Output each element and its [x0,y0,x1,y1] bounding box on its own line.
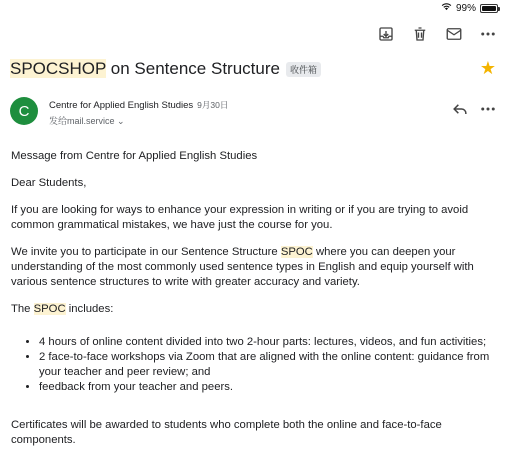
list-item: • feedback from your teacher and peers. [39,380,501,395]
text-run: where you can deepen your understanding of the most commonly used sentence types in English and equip yourself with various sentence structures to write with greater accuracy and variety. [11,246,474,288]
email-body [11,149,501,460]
body-paragraph: Certificates will be awarded to students who complete both the online and face-to-face components. [11,419,442,446]
sender-name-line [49,99,228,111]
email-date: 9月30日 [197,100,229,110]
archive-icon[interactable] [376,24,396,44]
sender-name: Centre for Applied English Studies [49,100,194,111]
sender-row [10,97,500,131]
reply-icon[interactable] [450,99,470,119]
greeting: Dear Students, [11,177,87,189]
subject-text: on Sentence Structure [106,59,280,78]
inbox-label-chip[interactable]: 收件箱 [286,62,321,77]
text-run: includes: [65,303,114,315]
course-features-list [11,335,501,395]
highlight-spoc: SPOC [33,303,66,315]
chevron-down-icon: ⌄ [117,116,125,126]
battery-percent: 99% [455,2,476,14]
body-paragraph: If you are looking for ways to enhance your expression in writing or if you are trying to avoid common grammatical mistakes, we have just the course for you. [11,204,469,231]
recipient-text: 发给mail.service [49,116,115,126]
list-item: • 2 face-to-face workshops via Zoom that are aligned with the online content: guidance from your teacher and peer review; and [39,350,501,380]
wifi-icon [441,2,452,14]
text-run: We invite you to participate in our Sentence Structure [11,246,281,258]
body-paragraph [11,245,501,290]
email-toolbar [376,24,498,44]
star-icon[interactable]: ★ [479,58,496,78]
recipient-details[interactable] [49,114,125,127]
mail-icon[interactable] [444,24,464,44]
email-subject [10,59,280,79]
battery-level [482,6,496,11]
body-paragraph [11,302,501,317]
body-intro-line: Message from Centre for Applied English Studies [11,150,258,162]
list-item: • 4 hours of online content divided into two 2-hour parts: lectures, videos, and fun activities; [39,335,501,350]
more-horizontal-icon[interactable] [478,99,498,119]
battery-icon [480,4,498,13]
status-bar [0,0,510,16]
avatar[interactable]: C [10,97,38,125]
more-horizontal-icon[interactable] [478,24,498,44]
trash-icon[interactable] [410,24,430,44]
text-run: The [11,303,34,315]
spacer [11,395,501,418]
status-indicators [441,2,498,14]
highlight-spoc: SPOC [280,246,313,258]
subject-highlight: SPOCSHOP [10,59,107,78]
subject-row [10,56,500,82]
